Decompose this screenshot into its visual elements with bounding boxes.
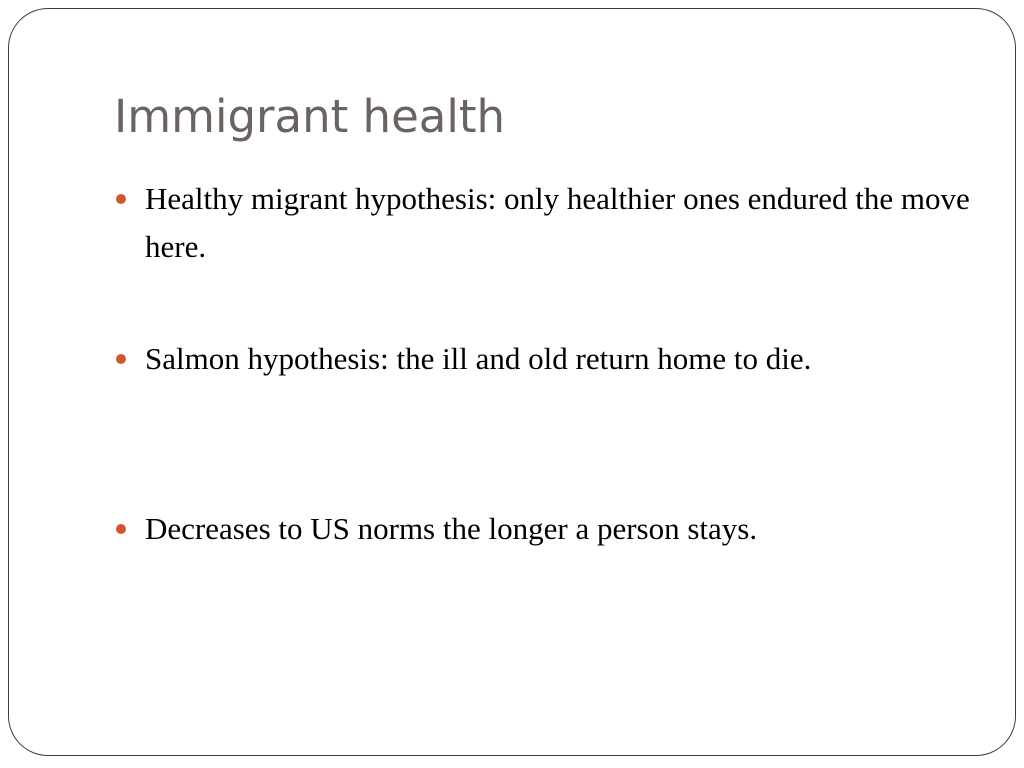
bullet-text: Decreases to US norms the longer a person stays.	[145, 511, 758, 546]
slide	[8, 8, 1016, 756]
slide-title: Immigrant health	[114, 90, 506, 143]
bullet-text: Salmon hypothesis: the ill and old return home to die.	[145, 341, 812, 376]
bullet-dot-icon	[116, 524, 126, 534]
bullet-dot-icon	[116, 194, 126, 204]
bullet-dot-icon	[116, 354, 126, 364]
bullet-text: Healthy migrant hypothesis: only healthier ones endured the move here.	[145, 181, 970, 264]
